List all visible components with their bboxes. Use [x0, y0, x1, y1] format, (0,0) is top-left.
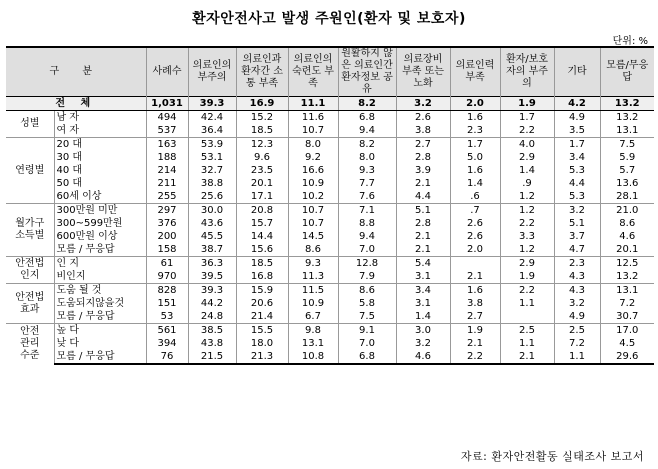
- table-cell: 20.8: [236, 204, 288, 218]
- table-cell: 9.4: [338, 230, 396, 243]
- table-cell: 376: [146, 217, 188, 230]
- table-cell: 7.7: [338, 177, 396, 190]
- table-cell: 3.2: [554, 297, 600, 310]
- table-row: [6, 164, 654, 177]
- table-cell: 7.6: [338, 190, 396, 204]
- table-cell: 561: [146, 324, 188, 338]
- table-cell: 21.5: [188, 350, 236, 364]
- table-cell: 4.6: [396, 350, 450, 364]
- table-cell: 1.1: [500, 337, 554, 350]
- table-cell: 8.8: [338, 217, 396, 230]
- row-label: 모름 / 무응답: [54, 243, 146, 257]
- table-cell: 970: [146, 270, 188, 284]
- table-row: [6, 177, 654, 190]
- table-cell: 15.7: [236, 217, 288, 230]
- total-cell: 4.2: [554, 97, 600, 111]
- table-cell: 1.1: [500, 297, 554, 310]
- table-cell: 9.3: [338, 164, 396, 177]
- table-cell: 9.8: [288, 324, 338, 338]
- table-row: [6, 124, 654, 138]
- table-cell: 8.6: [600, 217, 654, 230]
- row-label: 40 대: [54, 164, 146, 177]
- table-cell: 15.2: [236, 111, 288, 125]
- table-cell: 4.7: [554, 243, 600, 257]
- table-cell: .9: [500, 177, 554, 190]
- table-row: [6, 350, 654, 364]
- table-cell: 20.1: [236, 177, 288, 190]
- table-cell: 255: [146, 190, 188, 204]
- row-label: 20 대: [54, 138, 146, 152]
- table-cell: 3.9: [396, 164, 450, 177]
- table-cell: 13.2: [600, 111, 654, 125]
- table-cell: 21.4: [236, 310, 288, 324]
- table-cell: 10.9: [288, 297, 338, 310]
- table-cell: 2.1: [450, 337, 500, 350]
- table-cell: 5.9: [600, 151, 654, 164]
- column-header: 의료장비 부족 또는 노화: [396, 47, 450, 97]
- table-cell: 8.6: [338, 284, 396, 298]
- table-cell: 7.1: [338, 204, 396, 218]
- table-cell: 8.2: [338, 138, 396, 152]
- table-cell: 2.2: [500, 124, 554, 138]
- row-label: 300~599만원: [54, 217, 146, 230]
- table-cell: 32.7: [188, 164, 236, 177]
- table-cell: 9.1: [338, 324, 396, 338]
- table-cell: 2.9: [500, 257, 554, 271]
- table-cell: 2.1: [450, 270, 500, 284]
- group-label: 안전법 효과: [6, 284, 54, 324]
- table-cell: 3.8: [396, 124, 450, 138]
- table-cell: 163: [146, 138, 188, 152]
- table-cell: 9.3: [288, 257, 338, 271]
- table-cell: 10.2: [288, 190, 338, 204]
- table-cell: 53.9: [188, 138, 236, 152]
- table-cell: 9.6: [236, 151, 288, 164]
- table-cell: 151: [146, 297, 188, 310]
- table-cell: 1.7: [450, 138, 500, 152]
- total-cell: 3.2: [396, 97, 450, 111]
- table-cell: 211: [146, 177, 188, 190]
- row-label: 30 대: [54, 151, 146, 164]
- table-cell: 2.1: [396, 243, 450, 257]
- table-cell: 394: [146, 337, 188, 350]
- table-cell: 11.5: [288, 284, 338, 298]
- total-cell: 1,031: [146, 97, 188, 111]
- table-cell: 2.6: [450, 217, 500, 230]
- table-cell: 9.2: [288, 151, 338, 164]
- table-cell: 1.4: [500, 164, 554, 177]
- table-row: [6, 337, 654, 350]
- table-cell: 5.3: [554, 190, 600, 204]
- table-cell: 3.0: [396, 324, 450, 338]
- table-cell: 6.7: [288, 310, 338, 324]
- table-cell: 11.6: [288, 111, 338, 125]
- row-label: 높 다: [54, 324, 146, 338]
- table-row: [6, 243, 654, 257]
- table-cell: 36.3: [188, 257, 236, 271]
- row-label: 300만원 미만: [54, 204, 146, 218]
- table-cell: 45.5: [188, 230, 236, 243]
- table-cell: 2.8: [396, 151, 450, 164]
- table-cell: 297: [146, 204, 188, 218]
- table-cell: 18.5: [236, 124, 288, 138]
- table-cell: 4.4: [396, 190, 450, 204]
- table-cell: 30.0: [188, 204, 236, 218]
- table-cell: 6.8: [338, 111, 396, 125]
- table-cell: 2.1: [500, 350, 554, 364]
- table-row: [6, 204, 654, 218]
- table-cell: 28.1: [600, 190, 654, 204]
- table-cell: 4.9: [554, 111, 600, 125]
- table-cell: 10.9: [288, 177, 338, 190]
- total-cell: 8.2: [338, 97, 396, 111]
- table-row: [6, 151, 654, 164]
- table-cell: 16.6: [288, 164, 338, 177]
- table-cell: 3.5: [554, 124, 600, 138]
- table-cell: 1.4: [450, 177, 500, 190]
- table-cell: 8.0: [338, 151, 396, 164]
- column-header: 환자/보호자의 부주의: [500, 47, 554, 97]
- table-cell: 4.9: [554, 310, 600, 324]
- table-cell: 537: [146, 124, 188, 138]
- table-row: [6, 190, 654, 204]
- table-row: [6, 324, 654, 338]
- table-cell: 2.3: [554, 257, 600, 271]
- table-cell: 12.8: [338, 257, 396, 271]
- table-cell: 13.2: [600, 270, 654, 284]
- table-cell: 15.9: [236, 284, 288, 298]
- table-cell: 4.3: [554, 270, 600, 284]
- table-cell: .6: [450, 190, 500, 204]
- row-label: 도움 될 것: [54, 284, 146, 298]
- table-cell: 2.2: [500, 284, 554, 298]
- table-cell: 2.9: [500, 151, 554, 164]
- table-cell: 7.5: [600, 138, 654, 152]
- table-cell: 4.3: [554, 284, 600, 298]
- total-cell: 39.3: [188, 97, 236, 111]
- table-cell: .7: [450, 204, 500, 218]
- row-label: 낮 다: [54, 337, 146, 350]
- table-cell: 4.5: [600, 337, 654, 350]
- table-cell: 43.8: [188, 337, 236, 350]
- table-cell: 8.6: [288, 243, 338, 257]
- row-label: 50 대: [54, 177, 146, 190]
- table-cell: 188: [146, 151, 188, 164]
- table-cell: 1.7: [500, 111, 554, 125]
- table-cell: 5.7: [600, 164, 654, 177]
- table-row: [6, 270, 654, 284]
- table-cell: 2.5: [500, 324, 554, 338]
- row-label: 여 자: [54, 124, 146, 138]
- table-cell: 200: [146, 230, 188, 243]
- table-cell: 3.7: [554, 230, 600, 243]
- table-cell: 10.7: [288, 204, 338, 218]
- table-cell: 158: [146, 243, 188, 257]
- table-cell: 39.3: [188, 284, 236, 298]
- table-cell: 17.1: [236, 190, 288, 204]
- table-cell: 15.5: [236, 324, 288, 338]
- column-header: 의료인과 환자간 소통 부족: [236, 47, 288, 97]
- table-cell: 7.5: [338, 310, 396, 324]
- total-label: 전 체: [6, 97, 146, 111]
- table-cell: 7.9: [338, 270, 396, 284]
- table-cell: 43.6: [188, 217, 236, 230]
- table-cell: 12.3: [236, 138, 288, 152]
- table-cell: 2.1: [396, 230, 450, 243]
- table-cell: 53.1: [188, 151, 236, 164]
- table-cell: 5.4: [396, 257, 450, 271]
- table-cell: 6.8: [338, 350, 396, 364]
- table-cell: 38.5: [188, 324, 236, 338]
- table-cell: 13.1: [288, 337, 338, 350]
- table-cell: 13.1: [600, 124, 654, 138]
- table-cell: 3.1: [396, 270, 450, 284]
- group-label: 월가구 소득별: [6, 204, 54, 257]
- table-cell: [450, 257, 500, 271]
- table-cell: 24.8: [188, 310, 236, 324]
- table-cell: 14.5: [288, 230, 338, 243]
- group-label: 성별: [6, 111, 54, 138]
- table-cell: 20.6: [236, 297, 288, 310]
- table-cell: 2.5: [554, 324, 600, 338]
- total-cell: 11.1: [288, 97, 338, 111]
- table-cell: 10.8: [288, 350, 338, 364]
- header-row: [6, 47, 654, 97]
- table-cell: 44.2: [188, 297, 236, 310]
- table-row: [6, 138, 654, 152]
- table-cell: 2.3: [450, 124, 500, 138]
- table-cell: 38.8: [188, 177, 236, 190]
- table-cell: 17.0: [600, 324, 654, 338]
- table-cell: 4.0: [500, 138, 554, 152]
- table-cell: 9.4: [338, 124, 396, 138]
- table-cell: 18.0: [236, 337, 288, 350]
- table-cell: 5.1: [396, 204, 450, 218]
- table-cell: [500, 310, 554, 324]
- table-cell: 4.6: [600, 230, 654, 243]
- total-row: [6, 97, 654, 111]
- table-cell: 3.4: [554, 151, 600, 164]
- table-cell: 11.3: [288, 270, 338, 284]
- group-label: 안전법 인지: [6, 257, 54, 284]
- row-label: 모름 / 무응답: [54, 310, 146, 324]
- table-cell: 2.2: [450, 350, 500, 364]
- table-cell: 2.7: [450, 310, 500, 324]
- table-cell: 7.0: [338, 243, 396, 257]
- source-note: 자료: 환자안전활동 실태조사 보고서: [460, 450, 644, 463]
- table-cell: 42.4: [188, 111, 236, 125]
- table-cell: 8.0: [288, 138, 338, 152]
- table-cell: 16.8: [236, 270, 288, 284]
- table-cell: 2.6: [450, 230, 500, 243]
- table-cell: 15.6: [236, 243, 288, 257]
- table-cell: 3.8: [450, 297, 500, 310]
- table-row: [6, 297, 654, 310]
- table-cell: 2.1: [396, 177, 450, 190]
- table-row: [6, 111, 654, 125]
- total-cell: 1.9: [500, 97, 554, 111]
- table-cell: 7.2: [554, 337, 600, 350]
- table-cell: 3.1: [396, 297, 450, 310]
- table-cell: 36.4: [188, 124, 236, 138]
- table-cell: 21.0: [600, 204, 654, 218]
- table-cell: 2.6: [396, 111, 450, 125]
- column-header: 의료인의 부주의: [188, 47, 236, 97]
- table-cell: 2.2: [500, 217, 554, 230]
- table-cell: 828: [146, 284, 188, 298]
- row-label: 60세 이상: [54, 190, 146, 204]
- table-cell: 5.3: [554, 164, 600, 177]
- table-cell: 4.4: [554, 177, 600, 190]
- table-cell: 38.7: [188, 243, 236, 257]
- total-cell: 13.2: [600, 97, 654, 111]
- column-header: 사례수: [146, 47, 188, 97]
- table-row: [6, 230, 654, 243]
- unit-label: 단위: %: [612, 36, 648, 47]
- table-cell: 21.3: [236, 350, 288, 364]
- table-cell: 2.0: [450, 243, 500, 257]
- column-header: 원활하지 않은 의료인간 환자정보 공유: [338, 47, 396, 97]
- table-cell: 2.8: [396, 217, 450, 230]
- table-cell: 30.7: [600, 310, 654, 324]
- table-cell: 1.9: [500, 270, 554, 284]
- table-cell: 1.2: [500, 204, 554, 218]
- table-cell: 1.4: [396, 310, 450, 324]
- table-cell: 214: [146, 164, 188, 177]
- column-header: 기타: [554, 47, 600, 97]
- group-label: 안전 관리 수준: [6, 324, 54, 365]
- table-cell: 61: [146, 257, 188, 271]
- table-cell: 29.6: [600, 350, 654, 364]
- table-cell: 13.6: [600, 177, 654, 190]
- table-row: [6, 257, 654, 271]
- survey-table: [6, 46, 654, 365]
- table-cell: 2.7: [396, 138, 450, 152]
- group-label: 연령별: [6, 138, 54, 204]
- column-header: 모름/무응답: [600, 47, 654, 97]
- table-header: [6, 47, 654, 97]
- table-row: [6, 310, 654, 324]
- table-cell: 5.1: [554, 217, 600, 230]
- table-cell: 20.1: [600, 243, 654, 257]
- table-row: [6, 217, 654, 230]
- total-cell: 16.9: [236, 97, 288, 111]
- row-label: 인 지: [54, 257, 146, 271]
- table-cell: 5.0: [450, 151, 500, 164]
- table-cell: 23.5: [236, 164, 288, 177]
- table-cell: 1.6: [450, 111, 500, 125]
- table-cell: 3.4: [396, 284, 450, 298]
- table-cell: 1.1: [554, 350, 600, 364]
- table-cell: 1.2: [500, 190, 554, 204]
- row-label: 남 자: [54, 111, 146, 125]
- table-cell: 7.0: [338, 337, 396, 350]
- table-cell: 1.6: [450, 284, 500, 298]
- total-cell: 2.0: [450, 97, 500, 111]
- table-cell: 10.7: [288, 124, 338, 138]
- table-cell: 13.1: [600, 284, 654, 298]
- table-cell: 3.3: [500, 230, 554, 243]
- table-body: [6, 97, 654, 365]
- table-cell: 39.5: [188, 270, 236, 284]
- table-cell: 53: [146, 310, 188, 324]
- table-title: 환자안전사고 발생 주원인(환자 및 보호자): [192, 11, 466, 27]
- table-cell: 5.8: [338, 297, 396, 310]
- row-label: 모름 / 무응답: [54, 350, 146, 364]
- table-cell: 1.6: [450, 164, 500, 177]
- table-cell: 14.4: [236, 230, 288, 243]
- table-row: [6, 284, 654, 298]
- row-label: 600만원 이상: [54, 230, 146, 243]
- table-cell: 494: [146, 111, 188, 125]
- table-cell: 10.7: [288, 217, 338, 230]
- header-category: 구 분: [6, 47, 146, 97]
- table-cell: 1.7: [554, 138, 600, 152]
- table-cell: 76: [146, 350, 188, 364]
- table-cell: 7.2: [600, 297, 654, 310]
- column-header: 의료인의 숙련도 부족: [288, 47, 338, 97]
- table-cell: 18.5: [236, 257, 288, 271]
- table-cell: 3.2: [396, 337, 450, 350]
- table-cell: 1.2: [500, 243, 554, 257]
- column-header: 의료인력 부족: [450, 47, 500, 97]
- row-label: 비인지: [54, 270, 146, 284]
- table-cell: 1.9: [450, 324, 500, 338]
- table-cell: 12.5: [600, 257, 654, 271]
- table-cell: 3.2: [554, 204, 600, 218]
- row-label: 도움되지않을것: [54, 297, 146, 310]
- table-cell: 25.6: [188, 190, 236, 204]
